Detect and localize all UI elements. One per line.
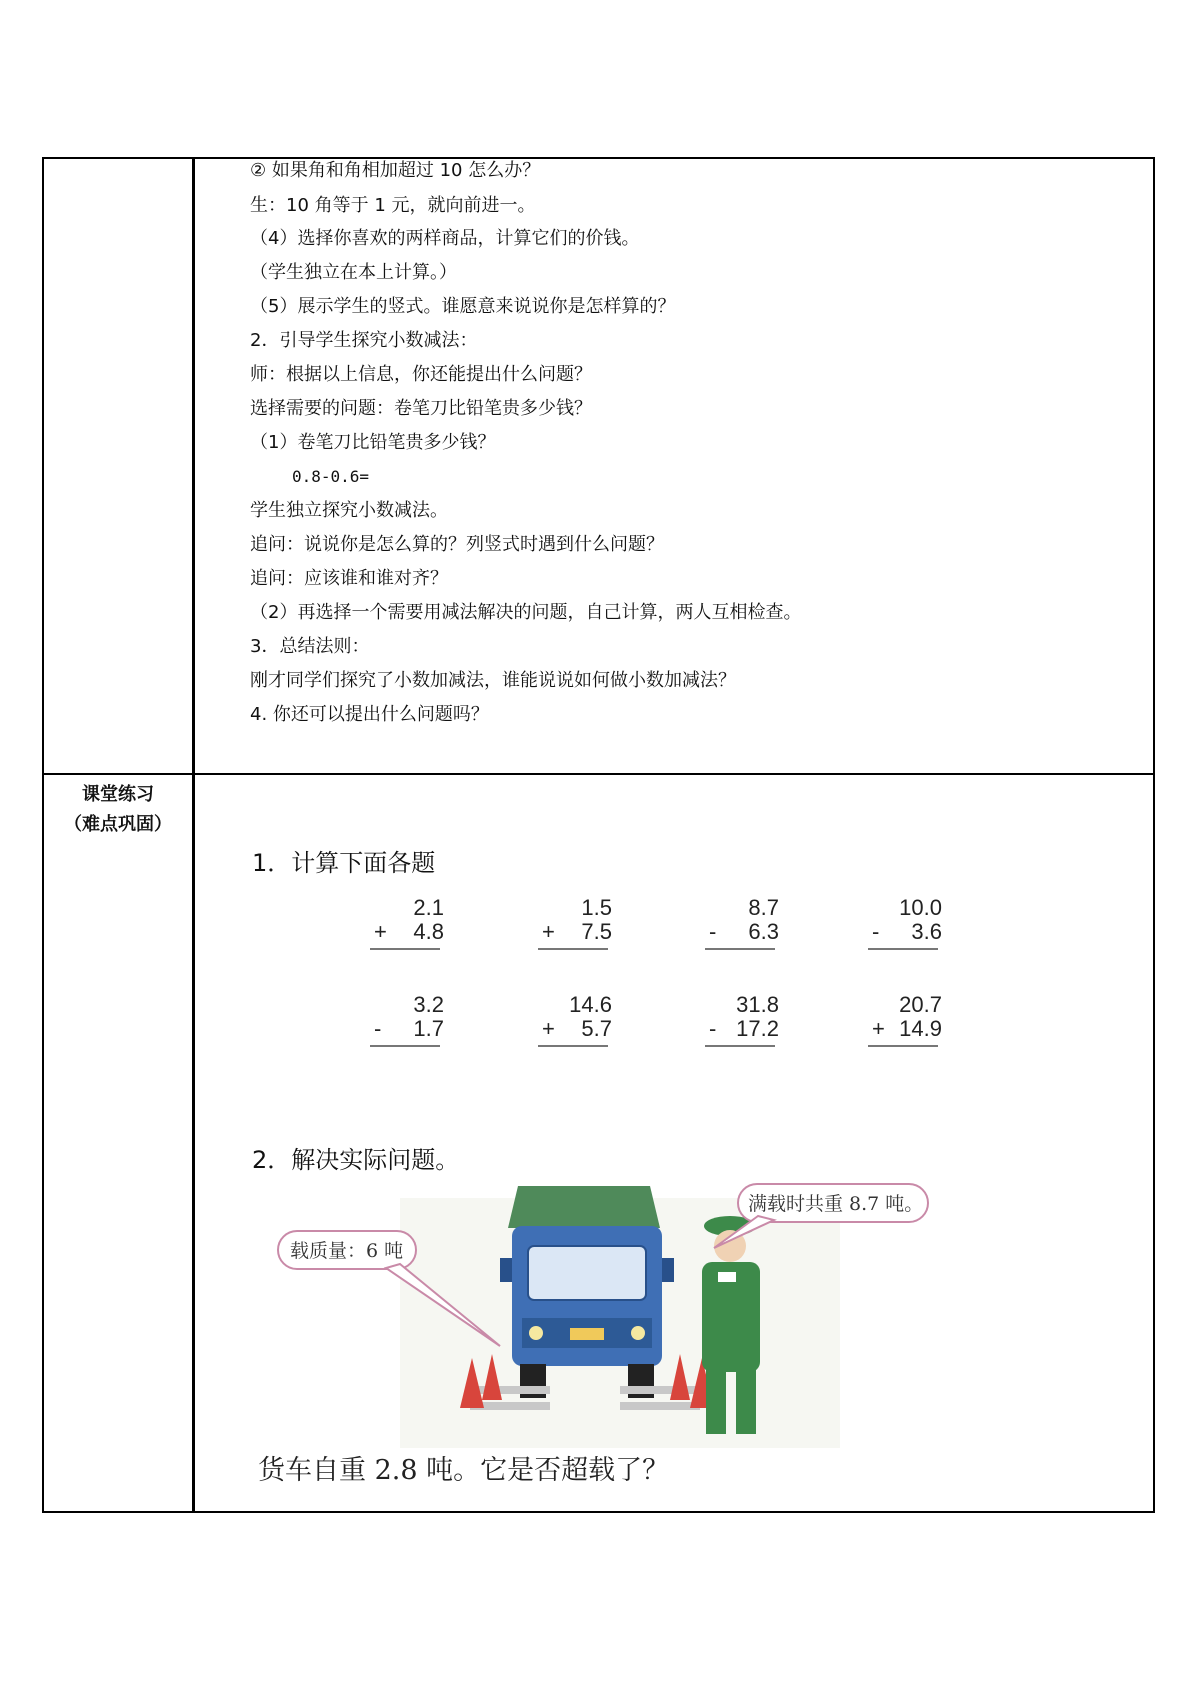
- inspector-leg: [736, 1370, 756, 1434]
- lesson-line: ② 如果角和角相加超过 10 怎么办？: [250, 160, 541, 181]
- truck-mirror-left: [500, 1258, 512, 1282]
- problem-bottom-row: [360, 1017, 460, 1041]
- section-label-main: 课堂练习: [82, 784, 154, 805]
- inspector-leg: [706, 1370, 726, 1434]
- problem-bottom-row: [528, 1017, 628, 1041]
- problem-top-number: 1.5: [581, 895, 612, 920]
- problem-bottom-number: 17.2: [736, 1016, 779, 1041]
- scale-plate: [470, 1386, 550, 1394]
- bubble-right-text: 满载时共重 8.7 吨。: [748, 1193, 924, 1215]
- lesson-line: 4. 你还可以提出什么问题吗？: [250, 704, 489, 725]
- vertical-problem: [695, 993, 795, 1041]
- lesson-line: （5）展示学生的竖式。谁愿意来说说你是怎样算的？: [250, 296, 676, 317]
- lesson-line: （4）选择你喜欢的两样商品，计算它们的价钱。: [250, 228, 640, 249]
- problem-top-number: 10.0: [899, 895, 942, 920]
- truck-headlight-right: [631, 1326, 645, 1340]
- lesson-line: 3．总结法则：: [250, 636, 370, 657]
- problem-top-number: 14.6: [569, 992, 612, 1017]
- lesson-line: （1）卷笔刀比铅笔贵多少钱？: [250, 432, 496, 453]
- scale-plate: [620, 1402, 700, 1410]
- problem-bottom-number: 5.7: [581, 1016, 612, 1041]
- problem-top-number: 20.7: [899, 992, 942, 1017]
- problem-bottom-row: [858, 920, 958, 944]
- problem-underline: [705, 1045, 775, 1047]
- problem-underline: [370, 1045, 440, 1047]
- table-bottom-border: [42, 1511, 1155, 1513]
- problem-bottom-number: 7.5: [581, 919, 612, 944]
- problem-bottom-row: [858, 1017, 958, 1041]
- problem-underline: [868, 1045, 938, 1047]
- section-label-sub: （难点巩固）: [64, 814, 172, 835]
- problem-caption: 货车自重 2.8 吨。它是否超载了？: [258, 1455, 670, 1486]
- lesson-line: 0.8-0.6=: [292, 467, 370, 486]
- lesson-line: 生：10 角等于 1 元，就向前进一。: [250, 195, 536, 216]
- lesson-line: （学生独立在本上计算。）: [250, 262, 457, 283]
- problem-bottom-number: 14.9: [899, 1016, 942, 1041]
- vertical-problem: [858, 896, 958, 944]
- problem-bottom-row: [360, 920, 460, 944]
- vertical-problem: [858, 993, 958, 1041]
- truck-headlight-left: [529, 1326, 543, 1340]
- problem-operator: +: [542, 1016, 555, 1041]
- lesson-line: （2）再选择一个需要用减法解决的问题，自己计算，两人互相检查。: [250, 602, 802, 623]
- vertical-problem: [360, 896, 460, 944]
- lesson-line: 2．引导学生探究小数减法：: [250, 330, 478, 351]
- problem-top-number: 8.7: [748, 895, 779, 920]
- problem-operator: +: [542, 919, 555, 944]
- truck-cover: [508, 1186, 660, 1228]
- problem-operator: +: [872, 1016, 885, 1041]
- problem-underline: [370, 948, 440, 950]
- problem-bottom-row: [695, 920, 795, 944]
- bubble-left-text: 载质量：6 吨: [290, 1240, 404, 1262]
- problem-operator: -: [374, 1016, 382, 1041]
- problem-bottom-row: [528, 920, 628, 944]
- vertical-problem: [528, 993, 628, 1041]
- problem-operator: +: [374, 919, 387, 944]
- problem-bottom-number: 6.3: [748, 919, 779, 944]
- table-column-divider: [192, 157, 195, 1513]
- inspector-badge: [718, 1272, 736, 1282]
- question-2-title: 2．解决实际问题。: [252, 1146, 460, 1174]
- truck-license-plate: [570, 1328, 604, 1340]
- problem-bottom-row: [695, 1017, 795, 1041]
- problem-underline: [705, 948, 775, 950]
- vertical-problem: [360, 993, 460, 1041]
- lesson-line: 刚才同学们探究了小数加减法，谁能说说如何做小数加减法？: [250, 670, 736, 691]
- section-label: [44, 780, 192, 840]
- problem-operator: -: [709, 1016, 717, 1041]
- truck-windshield: [528, 1246, 646, 1300]
- lesson-line: 追问：应该谁和谁对齐？: [250, 568, 448, 589]
- problem-bottom-number: 1.7: [413, 1016, 444, 1041]
- problem-top-number: 31.8: [736, 992, 779, 1017]
- problem-underline: [868, 948, 938, 950]
- problem-underline: [538, 1045, 608, 1047]
- table-top-border: [42, 157, 1155, 159]
- truck-illustration: [250, 1178, 1010, 1488]
- vertical-problem: [528, 896, 628, 944]
- lesson-line: 选择需要的问题：卷笔刀比铅笔贵多少钱？: [250, 398, 592, 419]
- problem-bottom-number: 4.8: [413, 919, 444, 944]
- problem-operator: -: [872, 919, 880, 944]
- problem-top-number: 2.1: [413, 895, 444, 920]
- problem-bottom-number: 3.6: [911, 919, 942, 944]
- truck-scene: [250, 1178, 1010, 1448]
- problem-top-number: 3.2: [413, 992, 444, 1017]
- table-right-border: [1153, 157, 1155, 1513]
- problem-underline: [538, 948, 608, 950]
- table-row-divider: [42, 773, 1155, 775]
- problem-operator: -: [709, 919, 717, 944]
- lesson-line: 学生独立探究小数减法。: [250, 500, 448, 521]
- lesson-line: 师：根据以上信息，你还能提出什么问题？: [250, 364, 592, 385]
- question-1-title: 1．计算下面各题: [252, 849, 436, 877]
- lesson-line: 追问：说说你是怎么算的？列竖式时遇到什么问题？: [250, 534, 664, 555]
- truck-mirror-right: [662, 1258, 674, 1282]
- vertical-problem: [695, 896, 795, 944]
